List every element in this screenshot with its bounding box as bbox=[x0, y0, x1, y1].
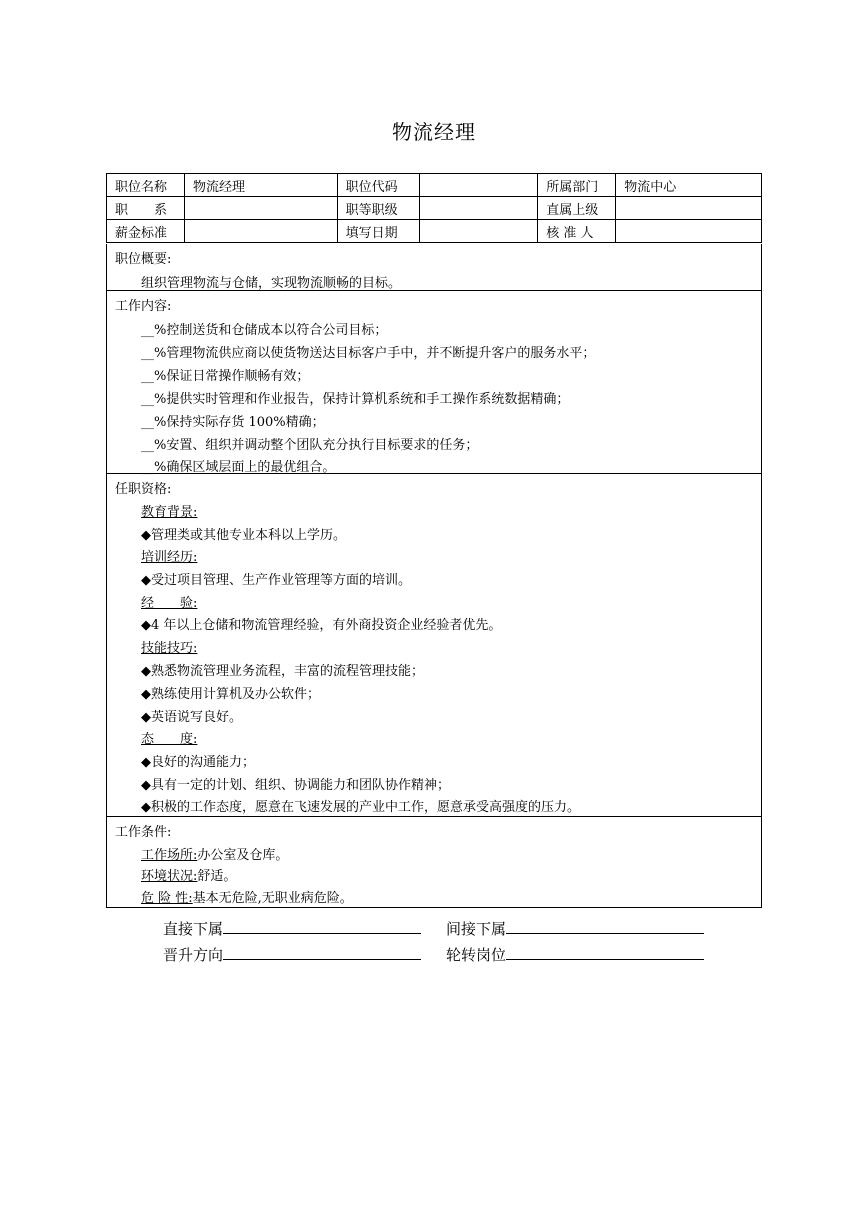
environment-value: 舒适。 bbox=[197, 869, 237, 884]
work-place-line bbox=[141, 844, 288, 863]
job-info-table bbox=[106, 173, 762, 243]
value-position-code bbox=[419, 174, 538, 197]
label-job-grade: 职等职级 bbox=[337, 197, 419, 220]
environment-line bbox=[141, 865, 236, 884]
value-job-grade bbox=[419, 197, 538, 220]
list-item: ◆具有一定的计划、组织、协调能力和团队协作精神； bbox=[141, 778, 450, 793]
value-position-name: 物流经理 bbox=[184, 174, 337, 197]
list-item: ◆管理类或其他专业本科以上学历。 bbox=[141, 528, 346, 543]
overview-text: 组织管理物流与仓储，实现物流顺畅的目标。 bbox=[141, 276, 402, 291]
direct-subordinate-field bbox=[163, 918, 421, 939]
skills-label: 技能技巧: bbox=[141, 641, 198, 656]
training-label: 培训经历: bbox=[141, 550, 198, 565]
work-place-value: 办公室及仓库。 bbox=[197, 848, 289, 863]
overview-section bbox=[106, 244, 762, 291]
page-title: 物流经理 bbox=[392, 120, 476, 144]
list-item: ◆熟练使用计算机及办公软件； bbox=[141, 687, 320, 702]
qualifications-heading: 任职资格: bbox=[115, 482, 172, 497]
label-position-name: 职位名称 bbox=[107, 174, 185, 197]
environment-label: 环境状况: bbox=[141, 869, 198, 884]
value-fill-date bbox=[419, 220, 538, 243]
list-item: ◆积极的工作态度，愿意在飞速发展的产业中工作，愿意承受高强度的压力。 bbox=[141, 800, 580, 815]
label-salary: 薪金标准 bbox=[107, 220, 185, 243]
qualifications-section bbox=[106, 474, 762, 817]
work-place-label: 工作场所: bbox=[141, 848, 198, 863]
list-item: __%提供实时管理和作业报告，保持计算机系统和手工操作系统数据精确； bbox=[141, 392, 570, 407]
list-item: __%管理物流供应商以使货物送达目标客户手中，并不断提升客户的服务水平； bbox=[141, 346, 596, 361]
label-approver: 核 准 人 bbox=[538, 220, 616, 243]
table-row bbox=[107, 197, 762, 220]
list-item: ◆4 年以上仓储和物流管理经验，有外商投资企业经验者优先。 bbox=[141, 618, 502, 633]
list-item: __%保证日常操作顺畅有效； bbox=[141, 369, 310, 384]
attitude-label: 态 度: bbox=[141, 732, 198, 747]
rotation-field bbox=[446, 944, 704, 965]
table-row bbox=[107, 174, 762, 197]
label-position-code: 职位代码 bbox=[337, 174, 419, 197]
label-job-family: 职 系 bbox=[107, 197, 185, 220]
value-supervisor bbox=[616, 197, 762, 220]
risk-value: 基本无危险,无职业病危险。 bbox=[192, 891, 353, 906]
risk-label: 危 险 性: bbox=[141, 891, 193, 906]
value-approver bbox=[616, 220, 762, 243]
value-job-family bbox=[184, 197, 337, 220]
indirect-subordinate-blank[interactable] bbox=[506, 919, 704, 934]
conditions-heading: 工作条件: bbox=[115, 825, 172, 840]
list-item: __%安置、组织并调动整个团队充分执行目标要求的任务； bbox=[141, 438, 479, 453]
list-item: __%确保区域层面上的最优组合。 bbox=[141, 460, 336, 475]
promotion-label: 晋升方向 bbox=[163, 946, 224, 964]
list-item: __%保持实际存货 100%精确； bbox=[141, 415, 325, 430]
label-department: 所属部门 bbox=[538, 174, 616, 197]
conditions-section bbox=[106, 817, 762, 908]
experience-label: 经 验: bbox=[141, 596, 198, 611]
value-salary bbox=[184, 220, 337, 243]
indirect-subordinate-label: 间接下属 bbox=[446, 920, 507, 938]
indirect-subordinate-field bbox=[446, 918, 704, 939]
rotation-blank[interactable] bbox=[506, 945, 704, 960]
duties-section bbox=[106, 291, 762, 474]
promotion-blank[interactable] bbox=[223, 945, 421, 960]
label-supervisor: 直属上级 bbox=[538, 197, 616, 220]
table-row bbox=[107, 220, 762, 243]
list-item: ◆良好的沟通能力； bbox=[141, 755, 255, 770]
rotation-label: 轮转岗位 bbox=[446, 946, 507, 964]
promotion-field bbox=[163, 944, 421, 965]
direct-subordinate-blank[interactable] bbox=[223, 919, 421, 934]
list-item: ◆熟悉物流管理业务流程，丰富的流程管理技能； bbox=[141, 664, 424, 679]
list-item: __%控制送货和仓储成本以符合公司目标； bbox=[141, 323, 388, 338]
overview-heading: 职位概要: bbox=[115, 252, 172, 267]
risk-line bbox=[141, 887, 353, 906]
list-item: ◆英语说写良好。 bbox=[141, 710, 242, 725]
education-label: 教育背景: bbox=[141, 505, 198, 520]
label-fill-date: 填写日期 bbox=[337, 220, 419, 243]
duties-heading: 工作内容: bbox=[115, 299, 172, 314]
list-item: ◆受过项目管理、生产作业管理等方面的培训。 bbox=[141, 573, 411, 588]
direct-subordinate-label: 直接下属 bbox=[163, 920, 224, 938]
value-department: 物流中心 bbox=[616, 174, 762, 197]
